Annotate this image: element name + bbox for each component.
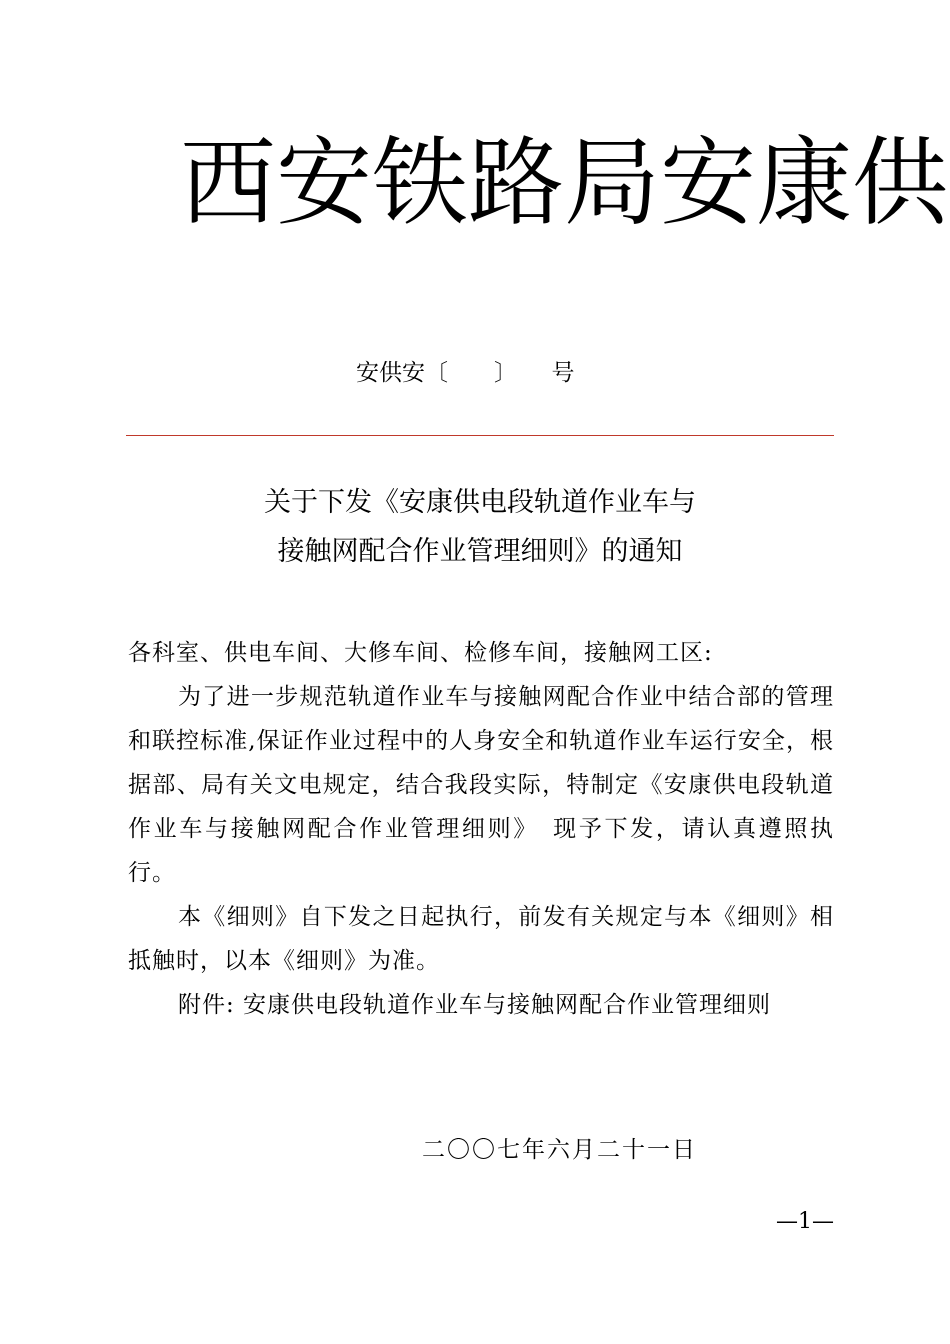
subject-line-2: 接触网配合作业管理细则》的通知 [277, 536, 683, 567]
document-number: 安供安〔 〕 号 [356, 360, 575, 386]
attachment-note: 附件: 安康供电段轨道作业车与接触网配合作业管理细则 [178, 992, 772, 1018]
body-paragraph-2: 本《细则》自下发之日起执行，前发有关规定与本《细则》相抵触时，以本《细则》为准。 [128, 904, 834, 974]
body-paragraph-1: 为了进一步规范轨道作业车与接触网配合作业中结合部的管理和联控标准,保证作业过程中的人身安全和轨道作业车运行安全，根据部、局有关文电规定，结合我段实际，特制定《安康供电段轨道作业车与接触网配合作业管理细则》 现予下发，请认真遵照执行。 [128, 684, 834, 886]
page-number: —1— [776, 1209, 834, 1234]
recipients: 各科室、供电车间、大修车间、检修车间，接触网工区: [128, 640, 713, 666]
issue-date: 二〇〇七年六月二十一日 [422, 1137, 697, 1163]
header-divider [126, 435, 834, 436]
document-header-title: 西安铁路局安康供 [180, 127, 948, 239]
subject-line-1: 关于下发《安康供电段轨道作业车与 [264, 487, 696, 518]
